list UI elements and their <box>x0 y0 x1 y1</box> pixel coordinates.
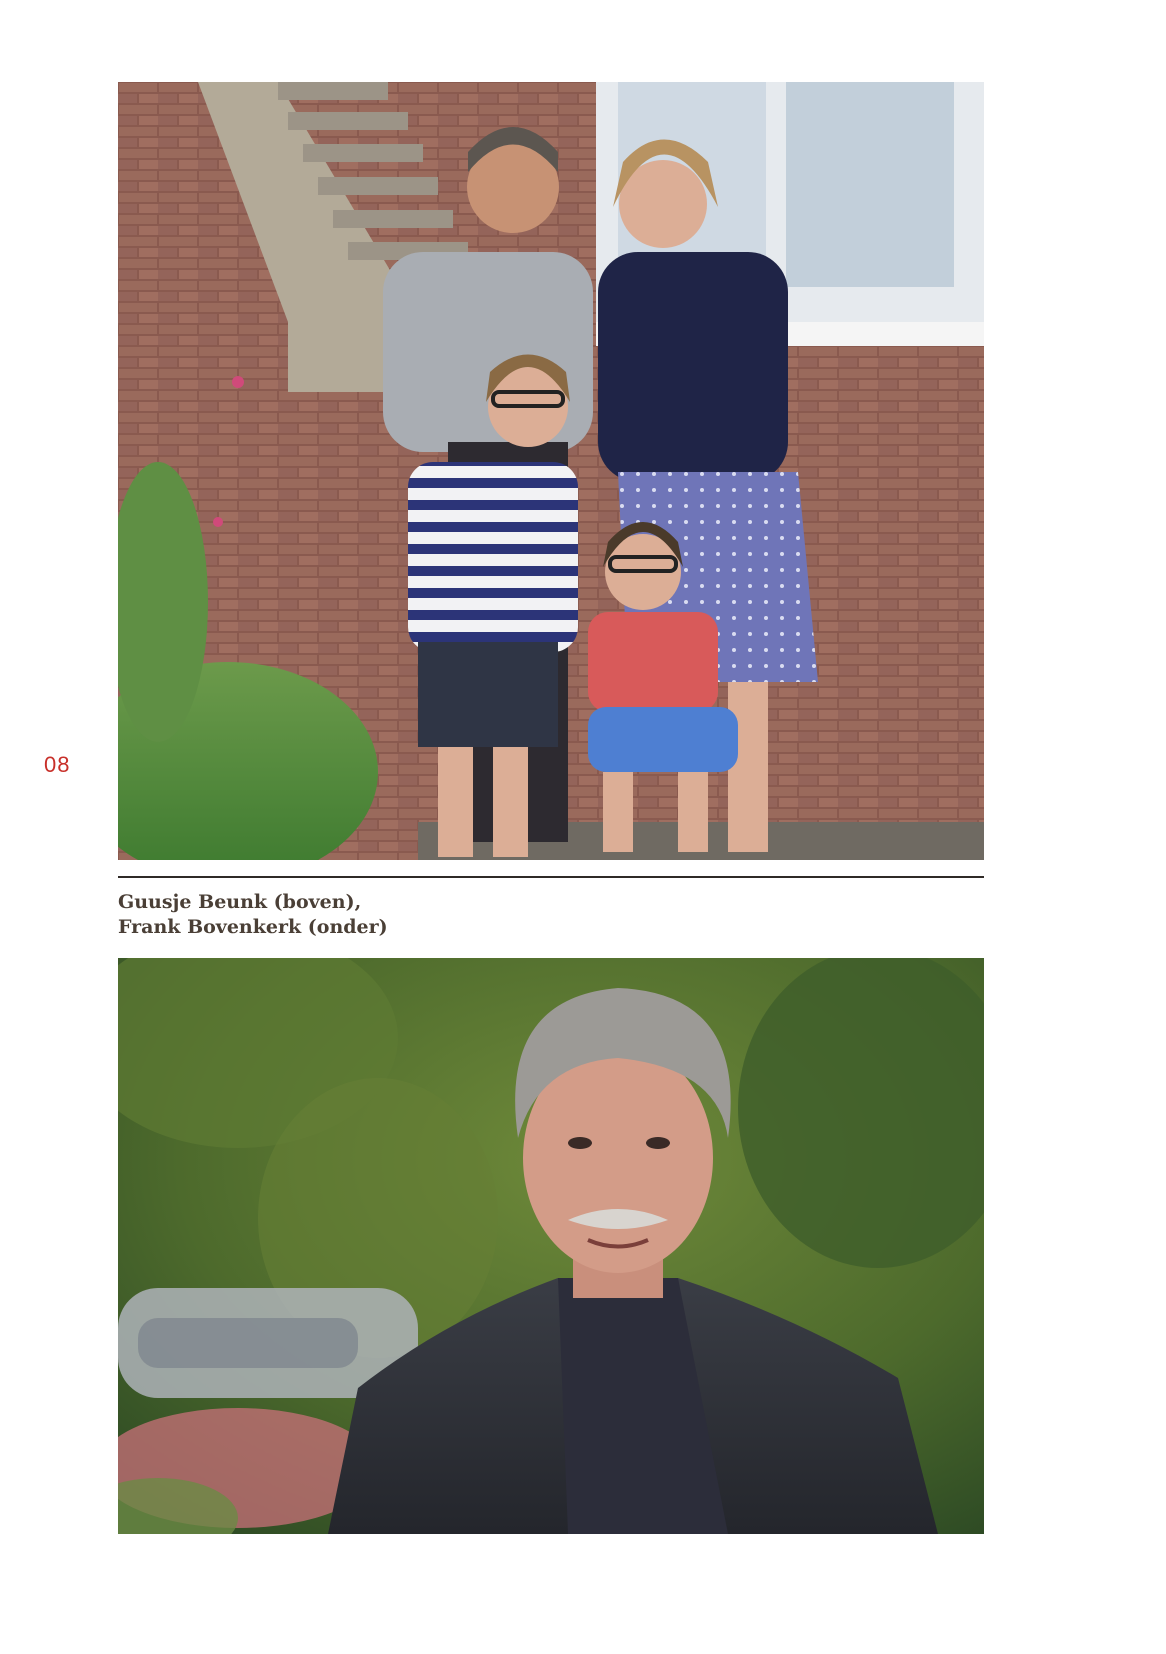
photo-caption <box>118 890 388 940</box>
caption-line-2: Frank Bovenkerk (onder) <box>118 916 388 938</box>
family-photo <box>118 82 984 860</box>
caption-line-1: Guusje Beunk (boven), <box>118 891 362 913</box>
portrait-photo <box>118 958 984 1534</box>
family-photo-illustration <box>118 82 984 860</box>
portrait-photo-illustration <box>118 958 984 1534</box>
page-number: 08 <box>44 752 71 777</box>
caption-rule <box>118 876 984 878</box>
